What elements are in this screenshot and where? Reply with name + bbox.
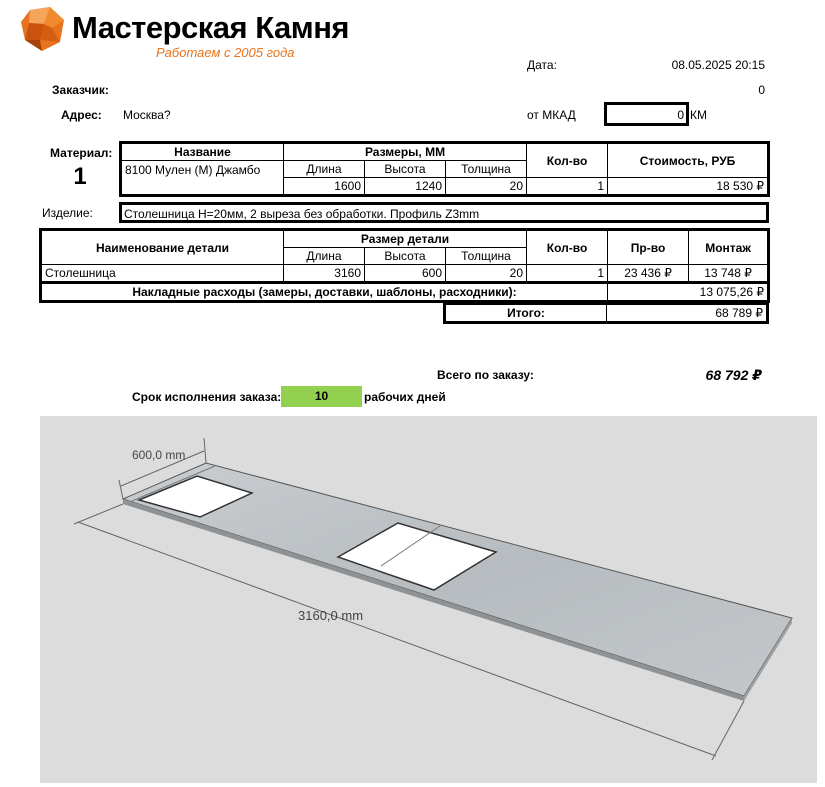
parts-col-production: Пр-во [608,230,689,265]
material-col-length: Длина [284,161,365,178]
order-total-label: Всего по заказу: [437,368,534,382]
mkad-distance-box [604,102,689,126]
material-thickness-cell: 20 [446,178,527,196]
table-row [41,265,769,283]
parts-col-install: Монтаж [689,230,769,265]
stone-logo-icon [20,6,66,52]
material-table [119,141,770,197]
product-box [119,202,769,223]
mkad-label: от МКАД [527,108,576,122]
material-col-dimensions: Размеры, ММ [284,143,527,161]
subtotal-value: 68 789 ₽ [607,304,768,323]
material-cost-cell: 18 530 ₽ [608,178,769,196]
order-total-value: 68 792 ₽ [705,367,762,383]
term-label: Срок исполнения заказа: [132,390,282,404]
product-value: Столешница Н=20мм, 2 выреза без обработки. Профиль Z3mm [124,207,480,221]
part-thickness-cell: 20 [446,265,527,283]
address-label: Адрес: [61,108,102,122]
parts-table [39,228,770,303]
part-length-cell: 3160 [284,265,365,283]
part-install-cell: 13 748 ₽ [689,265,769,283]
brand-slogan: Работаем с 2005 года [156,45,295,60]
parts-col-length: Длина [284,248,365,265]
material-col-cost: Стоимость, РУБ [608,143,769,178]
material-height-cell: 1240 [365,178,446,196]
product-label: Изделие: [42,206,93,220]
material-name-cell: 8100 Мулен (M) Джамбо [121,161,284,196]
subtotal-label: Итого: [445,304,607,323]
brand-name: Мастерская Камня [72,10,350,45]
material-col-height: Высота [365,161,446,178]
subtotal-table [443,302,769,324]
customer-value: 0 [758,83,765,97]
material-col-thickness: Толщина [446,161,527,178]
material-qty-cell: 1 [527,178,608,196]
width-dimension-label: 600,0 mm [132,448,186,462]
material-number: 1 [73,163,87,190]
parts-col-size: Размер детали [284,230,527,248]
material-length-cell: 1600 [284,178,365,196]
mkad-unit: КМ [690,108,707,122]
part-production-cell: 23 436 ₽ [608,265,689,283]
parts-col-name: Наименование детали [41,230,284,265]
address-value: Москва? [123,108,171,122]
countertop-drawing [40,416,817,783]
material-col-qty: Кол-во [527,143,608,178]
countertop-render [40,416,817,783]
parts-col-height: Высота [365,248,446,265]
customer-label: Заказчик: [52,83,109,97]
overhead-value: 13 075,26 ₽ [608,283,769,302]
term-unit: рабочих дней [364,390,446,404]
parts-col-thickness: Толщина [446,248,527,265]
material-col-name: Название [121,143,284,161]
length-dimension-label: 3160,0 mm [298,608,364,623]
material-label: Материал: [50,146,113,160]
part-qty-cell: 1 [527,265,608,283]
overhead-label: Накладные расходы (замеры, доставки, шаблоны, расходники): [41,283,608,302]
part-name-cell: Столешница [41,265,284,283]
parts-col-qty: Кол-во [527,230,608,265]
date-label: Дата: [527,58,557,72]
term-value: 10 [281,386,362,407]
mkad-distance-value: 0 [677,108,684,122]
date-value: 08.05.2025 20:15 [671,58,765,72]
part-height-cell: 600 [365,265,446,283]
